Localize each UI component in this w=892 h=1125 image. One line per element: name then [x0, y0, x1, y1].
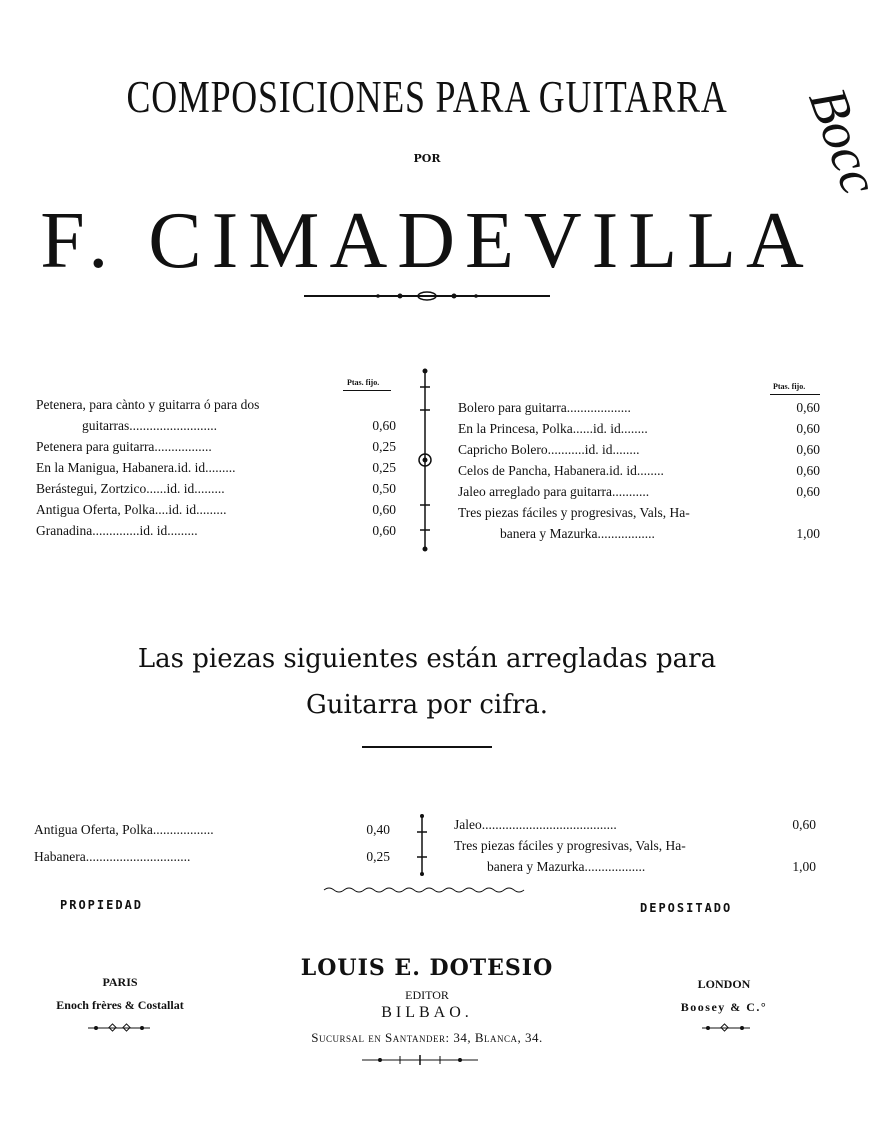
list-item: Petenera para guitarra................. 0,25 [36, 439, 396, 454]
list-item: Habanera............................... 0,25 [34, 849, 390, 864]
london-firm: Boosey & C.° [680, 1000, 768, 1014]
wavy-separator [322, 885, 532, 895]
publisher-city: BILBAO. [381, 1004, 473, 1021]
paris-firm: Enoch frères & Costallat [56, 998, 184, 1012]
list-item: Tres piezas fáciles y progresivas, Vals, Ha- [458, 505, 690, 520]
publisher-role: EDITOR [405, 988, 449, 1002]
list-item: Granadina..............id. id......... 0,60 [36, 523, 396, 538]
ornament-divider-top [300, 288, 554, 304]
price-header-left: Ptas. fijo. [347, 378, 380, 387]
price-header-rule-right [770, 394, 820, 395]
london-city: LONDON [697, 977, 751, 991]
por-label: POR [413, 152, 441, 165]
publisher-name: LOUIS E. DOTESIO [300, 955, 554, 981]
price-header-rule-left [343, 390, 391, 391]
propiedad-label: PROPIEDAD [60, 898, 144, 912]
cifra-heading-line1: Las piezas siguientes están arregladas para [137, 644, 717, 674]
list-item: guitarras.......................... 0,60 [82, 418, 396, 433]
list-item: Celos de Pancha, Habanera.id. id........ 0,60 [458, 463, 820, 478]
list-item: Bolero para guitarra................... 0,60 [458, 400, 820, 415]
divider-rule [362, 746, 492, 748]
publisher-branch: Sucursal en Santander: 34, Blanca, 34. [311, 1030, 543, 1045]
list-item: En la Princesa, Polka......id. id........ 0,60 [458, 421, 820, 436]
composer-name: F. CIMADEVILLA [40, 197, 814, 285]
list-item: Antigua Oferta, Polka.................. 0,40 [34, 822, 390, 837]
list-item: En la Manigua, Habanera.id. id......... 0,25 [36, 460, 396, 475]
depositado-label: DEPOSITADO [640, 901, 733, 915]
list-item: Antigua Oferta, Polka....id. id......... 0,60 [36, 502, 396, 517]
paris-city: PARIS [102, 975, 138, 989]
list-item: Tres piezas fáciles y progresivas, Vals, Ha- [454, 838, 686, 853]
ornament-london [700, 1022, 752, 1034]
list-item: Jaleo arreglado para guitarra........... 0,60 [458, 484, 820, 499]
cifra-heading-line2: Guitarra por cifra. [305, 690, 549, 720]
vertical-ornament [416, 365, 434, 555]
list-item: banera y Mazurka.................. 1,00 [487, 859, 816, 874]
ornament-bottom [360, 1054, 480, 1066]
handwritten-note: Bocc [797, 80, 891, 202]
list-item: banera y Mazurka................. 1,00 [500, 526, 820, 541]
list-item: Berástegui, Zortzico......id. id......... 0,50 [36, 481, 396, 496]
list-item: Jaleo........................................ 0,60 [454, 817, 816, 832]
list-item: Petenera, para cànto y guitarra ó para dos [36, 397, 260, 412]
main-title: COMPOSICIONES PARA GUITARRA [126, 71, 728, 122]
price-header-right: Ptas. fijo. [773, 382, 806, 391]
list-item: Capricho Bolero...........id. id........ 0,60 [458, 442, 820, 457]
vertical-ornament-small [414, 812, 430, 878]
